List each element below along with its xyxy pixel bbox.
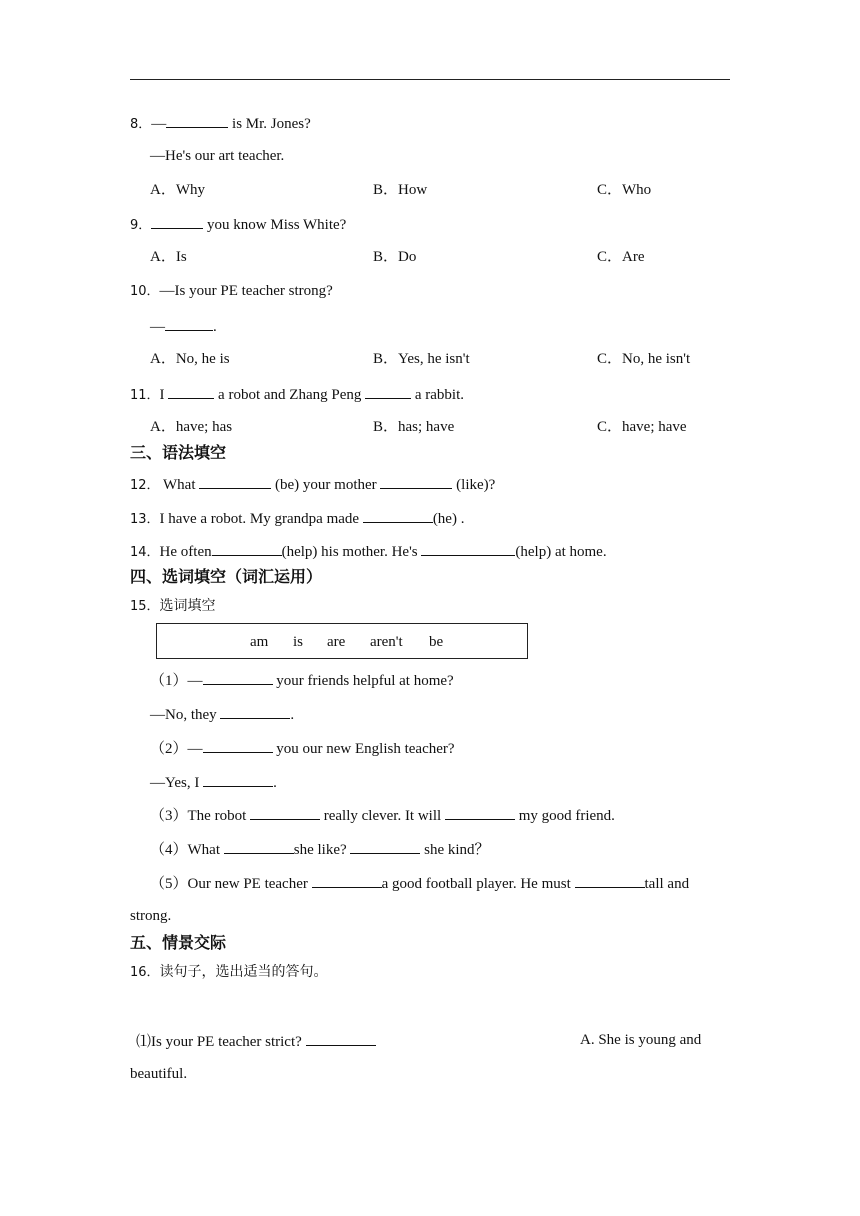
option-a[interactable]: A．have; has <box>150 419 233 435</box>
option-b[interactable]: B．How <box>373 182 428 198</box>
answer-blank[interactable] <box>224 839 294 854</box>
answer-blank[interactable] <box>445 805 515 820</box>
answer-blank[interactable] <box>168 384 214 399</box>
answer-blank[interactable] <box>350 839 420 854</box>
question-10: 10．—Is your PE teacher strong? <box>130 283 333 299</box>
option-b[interactable]: B．Yes, he isn't <box>373 351 470 367</box>
answer-blank[interactable] <box>312 873 382 888</box>
answer-blank[interactable] <box>165 316 213 331</box>
q15-item-5-cont: strong. <box>130 908 172 924</box>
word-option: aren't <box>370 634 403 650</box>
answer-blank[interactable] <box>199 474 271 489</box>
question-8: 8．— is Mr. Jones? <box>130 113 311 134</box>
word-option: is <box>293 634 304 650</box>
word-option: be <box>429 634 444 650</box>
question-10-reply: — . <box>150 316 217 336</box>
answer-blank[interactable] <box>575 873 645 888</box>
option-c[interactable]: C．No, he isn't <box>597 351 691 367</box>
answer-blank[interactable] <box>203 670 273 685</box>
answer-blank[interactable] <box>212 541 282 556</box>
answer-blank[interactable] <box>365 384 411 399</box>
q15-item-4: （4）What she like? she kind？ <box>150 839 490 859</box>
option-c[interactable]: C．Are <box>597 249 645 265</box>
answer-blank[interactable] <box>421 541 515 556</box>
option-a[interactable]: A．Is <box>150 249 187 265</box>
question-11: 11．I a robot and Zhang Peng a rabbit. <box>130 384 464 405</box>
question-9: 9． you know Miss White? <box>130 214 346 235</box>
q15-item-1: （1）— your friends helpful at home? <box>150 670 454 690</box>
section-heading: 三、语法填空 <box>130 443 227 462</box>
question-14: 14．He often (help) his mother. He's (help) at home. <box>130 541 607 562</box>
q15-item-2: （2）— you our new English teacher? <box>150 738 455 758</box>
section-heading: 五、情景交际 <box>130 933 227 952</box>
question-12: 12． What (be) your mother (like)? <box>130 474 495 495</box>
answer-blank[interactable] <box>250 805 320 820</box>
option-c[interactable]: C．Who <box>597 182 652 198</box>
option-c[interactable]: C．have; have <box>597 419 687 435</box>
q16-option-a-cont: beautiful. <box>130 1066 188 1082</box>
word-option: am <box>250 634 269 650</box>
answer-blank[interactable] <box>166 113 228 128</box>
answer-blank[interactable] <box>203 772 273 787</box>
answer-blank[interactable] <box>380 474 452 489</box>
answer-blank[interactable] <box>363 508 433 523</box>
q15-item-2-reply: —Yes, I . <box>150 772 277 792</box>
option-b[interactable]: B．Do <box>373 249 417 265</box>
header-rule <box>130 79 730 80</box>
question-15: 15．选词填空 <box>130 598 216 614</box>
section-heading: 四、选词填空（词汇运用） <box>130 567 323 586</box>
answer-blank[interactable] <box>203 738 273 753</box>
q16-option-a: A. She is young and <box>580 1032 702 1048</box>
option-a[interactable]: A．No, he is <box>150 351 230 367</box>
question-13: 13．I have a robot. My grandpa made (he) . <box>130 508 464 529</box>
answer-blank[interactable] <box>306 1031 376 1046</box>
question-16: 16．读句子，选出适当的答句。 <box>130 964 328 980</box>
answer-blank[interactable] <box>151 214 203 229</box>
q15-item-5: （5）Our new PE teacher a good football player. He must tall and <box>150 873 689 893</box>
answer-blank[interactable] <box>220 704 290 719</box>
q15-item-1-reply: —No, they . <box>150 704 294 724</box>
q15-item-3: （3）The robot really clever. It will my good friend. <box>150 805 615 825</box>
q16-item-1: ⑴Is your PE teacher strict? <box>136 1031 376 1051</box>
option-a[interactable]: A．Why <box>150 182 205 198</box>
word-bank <box>156 623 528 659</box>
option-b[interactable]: B．has; have <box>373 419 455 435</box>
question-8-reply: —He's our art teacher. <box>150 148 285 164</box>
word-option: are <box>327 634 346 650</box>
